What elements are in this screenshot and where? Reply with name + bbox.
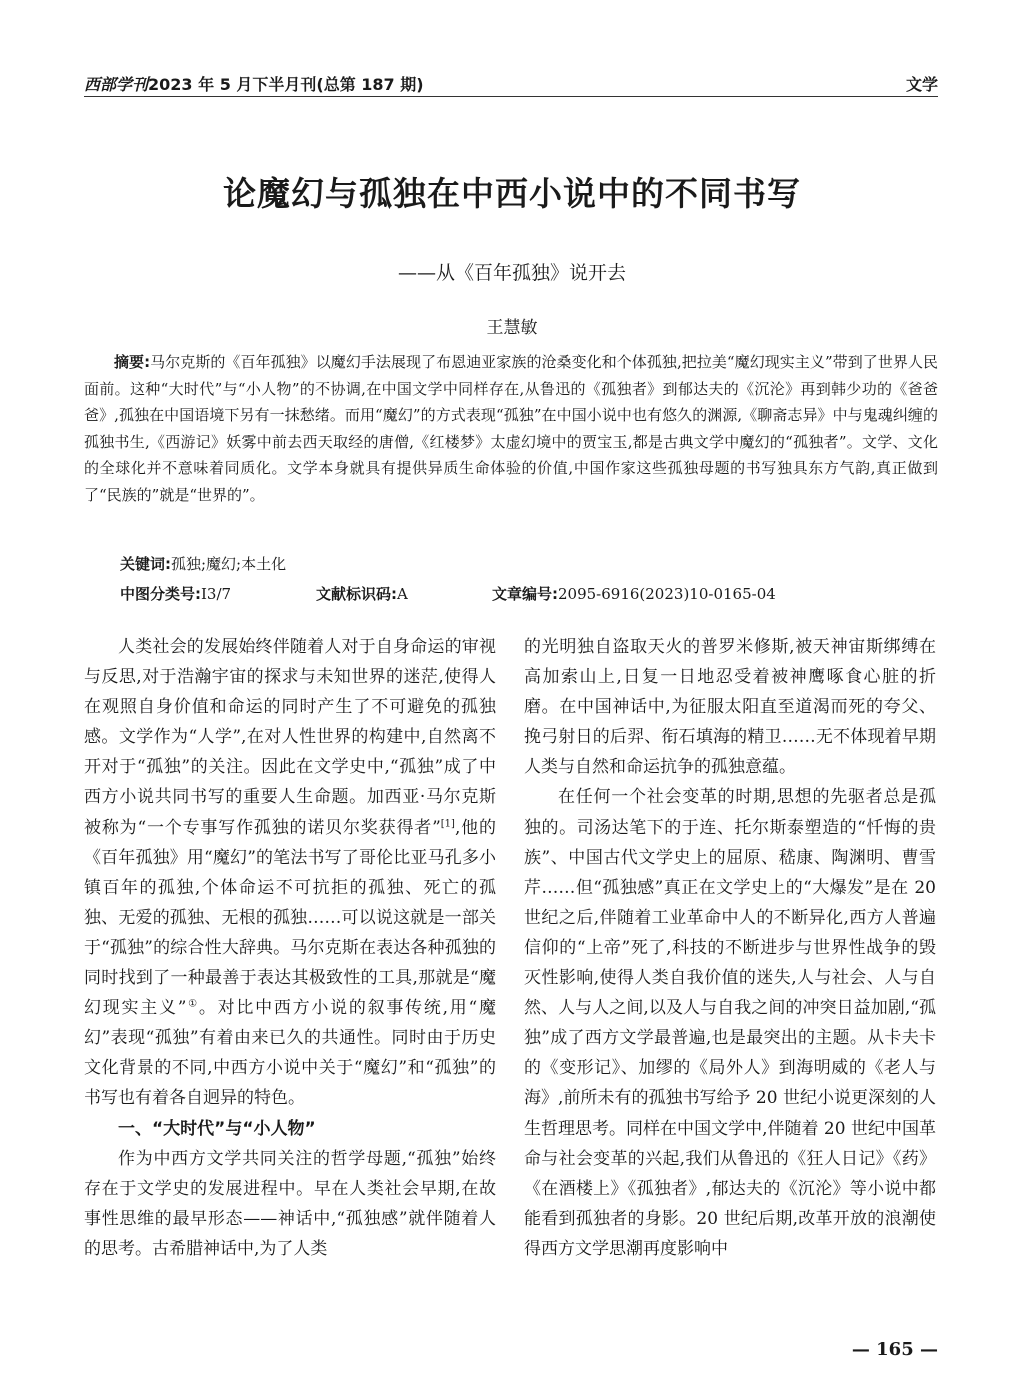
footnote-marker: ① [186, 998, 199, 1010]
journal-name: 西部学刊 [84, 75, 149, 94]
article-subtitle: ——从《百年孤独》说开去 [397, 262, 626, 284]
body-paragraph [84, 632, 496, 1114]
issue-info: 2023 年 5 月下半月刊(总第 187 期) [148, 75, 424, 94]
doc-code [316, 583, 492, 604]
section-heading: 一、“大时代”与“小人物” [118, 1118, 316, 1139]
abstract [84, 349, 938, 508]
article-number-value: 2095-6916(2023)10-0165-04 [558, 585, 776, 603]
page-number: — 165 — [851, 1339, 938, 1360]
body-paragraph: 的光明独自盗取天火的普罗米修斯,被天神宙斯绑缚在高加索山上,日复一日地忍受着被神鹰啄食心脏的折磨。在中国神话中,为征服太阳直至道渴而死的夸父、挽弓射日的后羿、衔石填海的精卫……无不体现着早期人类与自然和命运抗争的孤独意蕴。 [524, 637, 936, 778]
header-rule [84, 96, 938, 97]
body-paragraph: 作为中西方文学共同关注的哲学母题,“孤独”始终存在于文学史的发展进程中。早在人类社会早期,在故事性思维的最早形态——神话中,“孤独感”就伴随着人的思考。古希腊神话中,为了人类 [84, 1148, 496, 1259]
keywords [120, 553, 286, 574]
doc-value: A [397, 585, 408, 603]
paragraph-text: 。对比中西方小说的叙事传统,用“魔幻”表现“孤独”有着由来已久的共通性。同时由于历史文化背景的不同,中西方小说中关于“魔幻”和“孤独”的书写也有着各自迥异的特色。 [84, 998, 496, 1109]
abstract-label: 摘要: [114, 353, 151, 371]
clc-label: 中图分类号: [120, 585, 201, 603]
body-paragraph: 在任何一个社会变革的时期,思想的先驱者总是孤独的。司汤达笔下的于连、托尔斯泰塑造的“忏悔的贵族”、中国古代文学史上的屈原、嵇康、陶渊明、曹雪芹……但“孤独感”真正在文学史上的“大爆发”是在 20 世纪之后,伴随着工业革命中人的不断异化,西方人普遍信仰的“上帝”死了,科技的不断进步与世界性战争的毁灭性影响,使得人类自我价值的迷失,人与社会、人与自然、人与人之间,以及人与自我之间的冲突日益加剧,“孤独”成了西方文学最普遍,也是最突出的主题。从卡夫卡的《变形记》、加缪的《局外人》到海明威的《老人与海》,前所未有的孤独书写给予 20 世纪小说更深刻的人生哲理思考。同样在中国文学中,伴随着 20 世纪中国革命与社会变革的兴起,我们从鲁迅的《狂人日记》《药》《在酒楼上》《孤独者》,郁达夫的《沉沦》等小说中都能看到孤独者的身影。20 世纪后期,改革开放的浪潮使得西方文学思潮再度影响中 [524, 787, 936, 1259]
paragraph-text: 人类社会的发展始终伴随着人对于自身命运的审视与反思,对于浩瀚宇宙的探求与未知世界的迷茫,使得人在观照自身价值和命运的同时产生了不可避免的孤独感。文学作为“人学”,在对人性世界的构建中,自然离不开对于“孤独”的关注。因此在文学史中,“孤独”成了中西方小说共同书写的重要人生命题。加西亚·马尔克斯被称为“一个专事写作孤独的诺贝尔奖获得者” [84, 637, 496, 838]
article-number [492, 583, 776, 604]
keywords-text: 孤独;魔幻;本土化 [171, 555, 287, 573]
article-title: 论魔幻与孤独在中西小说中的不同书写 [223, 174, 801, 213]
keywords-label: 关键词: [120, 555, 171, 573]
section-label: 文学 [905, 75, 938, 94]
paragraph-text: ,他的《百年孤独》用“魔幻”的笔法书写了哥伦比亚马孔多小镇百年的孤独,个体命运不可抗拒的孤独、死亡的孤独、无爱的孤独、无根的孤独……可以说这就是一部关于“孤独”的综合性大辞典。马尔克斯在表达各种孤独的同时找到了一种最善于表达其极致性的工具,那就是“魔幻现实主义” [84, 817, 496, 1019]
classification-line [120, 583, 938, 604]
header-left [84, 72, 424, 95]
author-name: 王慧敏 [486, 318, 538, 338]
doc-label: 文献标识码: [316, 585, 397, 603]
clc-value: I3/7 [201, 585, 232, 603]
clc-code [120, 583, 316, 604]
body-column-right [524, 632, 936, 1264]
article-number-label: 文章编号: [492, 585, 558, 603]
citation-ref: [1] [440, 817, 455, 829]
running-header [84, 72, 938, 95]
body-column-left [84, 632, 496, 1264]
abstract-text: 马尔克斯的《百年孤独》以魔幻手法展现了布恩迪亚家族的沧桑变化和个体孤独,把拉美“魔幻现实主义”带到了世界人民面前。这种“大时代”与“小人物”的不协调,在中国文学中同样存在,从鲁迅的《孤独者》到郁达夫的《沉沦》再到韩少功的《爸爸爸》,孤独在中国语境下另有一抹愁绪。而用“魔幻”的方式表现“孤独”在中国小说中也有悠久的渊源,《聊斋志异》中与鬼魂纠缠的孤独书生,《西游记》妖雾中前去西天取经的唐僧,《红楼梦》太虚幻境中的贾宝玉,都是古典文学中魔幻的“孤独者”。文学、文化的全球化并不意味着同质化。文学本身就具有提供异质生命体验的价值,中国作家这些孤独母题的书写独具东方气韵,真正做到了“民族的”就是“世界的”。 [84, 353, 938, 504]
